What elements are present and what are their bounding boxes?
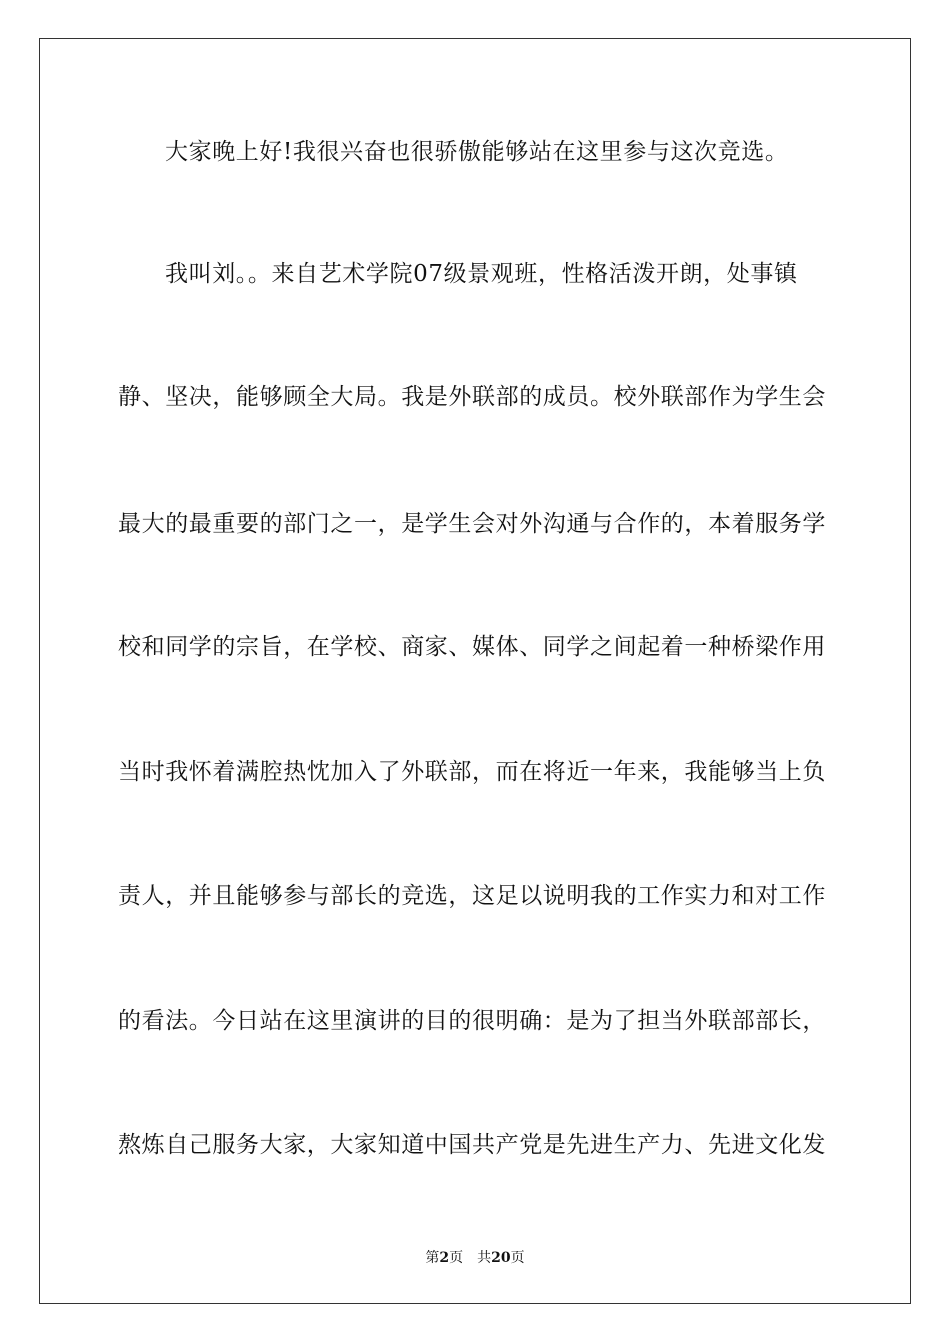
page-border [39, 38, 911, 1304]
total-suffix: 页 [510, 1250, 525, 1266]
paragraph-line-2: 我叫刘。。来自艺术学院07级景观班，性格活泼开朗，处事镇 [165, 261, 798, 287]
paragraph-line-4: 最大的最重要的部门之一，是学生会对外沟通与合作的，本着服务学 [118, 511, 826, 537]
page-footer [0, 1249, 950, 1267]
paragraph-line-1: 大家晚上好!我很兴奋也很骄傲能够站在这里参与这次竞选。 [165, 139, 789, 165]
total-pages: 20 [491, 1250, 511, 1266]
paragraph-line-3: 静、坚决，能够顾全大局。我是外联部的成员。校外联部作为学生会 [118, 384, 826, 410]
paragraph-line-5: 校和同学的宗旨，在学校、商家、媒体、同学之间起着一种桥梁作用 [118, 634, 826, 660]
paragraph-line-8: 的看法。今日站在这里演讲的目的很明确：是为了担当外联部部长， [118, 1008, 826, 1034]
page-suffix: 页 [449, 1250, 464, 1266]
page-prefix: 第 [425, 1250, 440, 1266]
page-number: 2 [439, 1250, 450, 1266]
paragraph-line-7: 责人，并且能够参与部长的竞选，这足以说明我的工作实力和对工作 [118, 883, 826, 909]
total-prefix: 共 [477, 1250, 492, 1266]
paragraph-line-6: 当时我怀着满腔热忱加入了外联部，而在将近一年来，我能够当上负 [118, 759, 826, 785]
paragraph-line-9: 熬炼自己服务大家，大家知道中国共产党是先进生产力、先进文化发 [118, 1132, 826, 1158]
